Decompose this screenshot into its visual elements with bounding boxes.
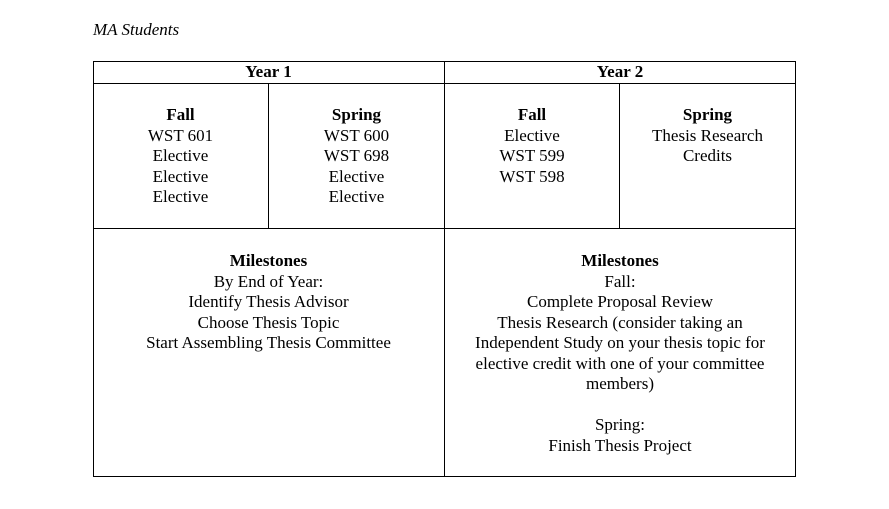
year2-header: Year 2 [596,62,644,81]
course-item: Thesis Research [652,125,763,145]
milestone-line: members) [586,374,654,393]
course-item: Elective [504,125,560,145]
course-item: WST 598 [499,166,565,186]
course-item: Elective [328,166,385,186]
milestone-fall-label: Fall: [604,271,636,291]
year2-milestones-cell [445,251,795,456]
table-border-right [795,61,796,477]
course-item: Elective [152,187,209,206]
semester-title: Spring [682,105,733,124]
milestone-line: elective credit with one of your committee [475,353,765,373]
course-item: Elective [152,146,209,165]
course-item: WST 600 [323,125,390,145]
milestones-title: Milestones [581,251,659,270]
milestone-line: Identify Thesis Advisor [188,292,349,311]
course-item: WST 599 [499,146,565,165]
course-item: WST 698 [323,146,390,165]
year1-spring-cell [269,105,444,208]
milestone-line: Finish Thesis Project [548,435,692,455]
year1-milestones-cell [93,251,444,354]
course-item: Credits [682,146,733,165]
milestone-line: Independent Study on your thesis topic for [475,333,765,352]
semester-title: Fall [166,105,195,124]
year1-fall-cell [93,105,268,208]
milestones-title: Milestones [229,251,308,270]
page-title: MA Students [93,20,180,39]
year2-spring-cell [620,105,795,167]
milestone-line: Complete Proposal Review [526,292,714,311]
year2-fall-cell [445,105,619,187]
course-item: Elective [328,187,385,206]
schedule-table [93,61,796,477]
milestone-line: Choose Thesis Topic [197,312,340,332]
semester-title: Fall [517,105,547,124]
course-item: WST 601 [147,125,214,145]
milestone-line: Thesis Research (consider taking an [497,312,743,332]
milestone-line: Start Assembling Thesis Committee [146,333,391,352]
milestone-line: By End of Year: [213,271,324,291]
semester-title: Spring [331,105,382,124]
milestone-spring-label: Spring: [594,415,646,434]
course-item: Elective [152,166,209,186]
spacer [445,395,795,416]
year1-header: Year 1 [245,62,292,81]
